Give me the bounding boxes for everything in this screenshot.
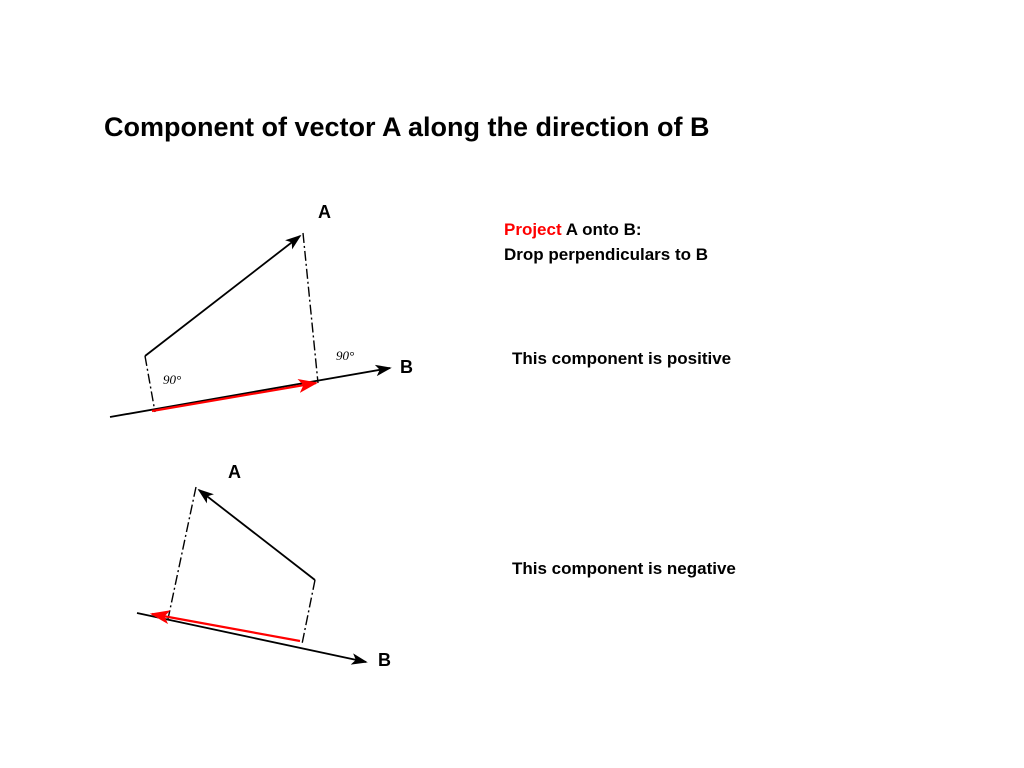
- note-negative: This component is negative: [512, 559, 736, 578]
- note-project-keyword: Project: [504, 220, 562, 239]
- diagram-bottom: [137, 487, 366, 662]
- note-project-rest: A onto B:: [561, 220, 642, 239]
- note-project-line2: Drop perpendiculars to B: [504, 244, 709, 264]
- bottom-vector-a-label: A: [228, 462, 241, 482]
- page-title: Component of vector A along the direction of B: [104, 112, 710, 142]
- bottom-vector-b-label: B: [378, 650, 391, 670]
- bottom-perpendicular-left: [168, 487, 196, 619]
- top-perpendicular-left: [145, 356, 155, 412]
- bottom-perpendicular-right: [302, 580, 315, 644]
- note-project: [504, 218, 708, 267]
- top-vector-a-line: [145, 236, 300, 356]
- top-angle-left-label: 90°: [163, 372, 182, 387]
- top-vector-a-label: A: [318, 202, 331, 222]
- bottom-projection-arrow: [152, 614, 300, 641]
- diagram-top: [110, 233, 390, 417]
- note-positive: This component is positive: [512, 349, 732, 368]
- top-perpendicular-right: [303, 233, 318, 383]
- bottom-vector-a-line: [199, 490, 315, 580]
- bottom-vector-b-line: [137, 613, 366, 662]
- top-vector-b-label: B: [400, 357, 413, 377]
- top-angle-right-label: 90°: [336, 348, 355, 363]
